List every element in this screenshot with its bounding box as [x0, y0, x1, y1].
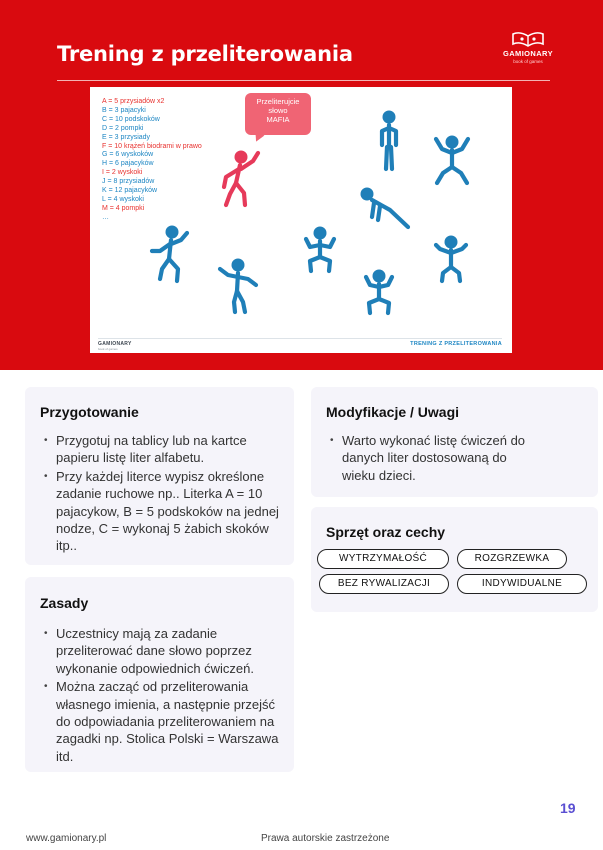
slide-brand: GAMIONARY [98, 341, 132, 347]
list-item: D = 2 pompki [102, 124, 144, 132]
footer-copyright: Prawa autorskie zastrzeżone [261, 833, 390, 844]
standing-figure [382, 111, 396, 170]
preparation-heading: Przygotowanie [40, 404, 139, 420]
page-title: Trening z przeliterowania [57, 42, 353, 66]
list-item: M = 4 pompki [102, 204, 145, 212]
list-item: • Można zacząć od przeliterowania własnego imienia, a następnie przejść do odpowiadania przeliterowaniem na zagadki np. Stolica Polski = Warszawa itd. [40, 678, 285, 765]
list-item: G = 6 wyskoków [102, 151, 154, 159]
preparation-card [25, 387, 294, 565]
rules-card [25, 577, 294, 772]
feature-tag: ROZGRZEWKA [457, 549, 567, 569]
list-item: C = 10 podskoków [102, 115, 160, 123]
equipment-heading: Sprzęt oraz cechy [326, 524, 446, 540]
list-item: K = 12 pajacyków [102, 187, 158, 195]
slide-brand-tagline: book of games [98, 347, 118, 351]
slide-footer [98, 338, 502, 350]
list-item: H = 6 pajacyków [102, 160, 154, 168]
logo-name: GAMIONARY [503, 49, 553, 58]
squat-figure [306, 227, 334, 272]
pointing-figure [224, 151, 258, 206]
exercising-figures-illustration [90, 87, 512, 337]
slide-footer-title: TRENING Z PRZELITEROWANIA [410, 341, 502, 347]
modifications-list [326, 432, 541, 485]
list-item: E = 3 przysiady [102, 133, 151, 141]
list-item: L = 4 wyskoki [102, 195, 144, 203]
jumping-figure [436, 236, 466, 282]
header-banner [0, 0, 603, 370]
exercise-slide [90, 87, 512, 353]
push-up-figure [361, 188, 409, 228]
list-item: • Przy każdej literce wypisz określone zadanie ruchowe np.. Literka A = 10 pajacykow, B = 5 podskoków na jednej nodze, C = wykonaj 5 żabich skoków itp.. [40, 468, 285, 555]
book-icon [510, 30, 546, 48]
list-item: • Uczestnicy mają za zadanie przeliterować dane słowo poprzez wykonanie odpowiednich ćwiczeń. [40, 625, 285, 677]
equipment-card [311, 507, 598, 612]
brand-logo [498, 30, 558, 70]
bubble-line: słowo [268, 106, 288, 115]
title-divider [57, 80, 550, 81]
rules-list [40, 625, 285, 766]
list-item: A = 5 przysiadów x2 [102, 98, 165, 105]
rules-heading: Zasady [40, 595, 89, 611]
lunge-figure [220, 259, 256, 313]
modifications-heading: Modyfikacje / Uwagi [326, 404, 460, 420]
list-item: F = 10 krążeń biodrami w prawo [102, 142, 202, 150]
logo-tagline: book of games [513, 59, 543, 64]
list-item: B = 3 pajacyki [102, 106, 146, 114]
feature-tag: WYTRZYMAŁOŚĆ [317, 549, 449, 569]
page-number: 19 [560, 800, 576, 816]
preparation-list [40, 432, 285, 556]
bubble-line: Przeliterujcie [256, 97, 300, 106]
feature-tag: INDYWIDUALNE [457, 574, 587, 594]
frog-jump-figure [366, 270, 392, 314]
list-item: • Warto wykonać listę ćwiczeń do danych liter dostosowaną do wieku dzieci. [326, 432, 541, 484]
modifications-card [311, 387, 598, 497]
bubble-line: MAFIA [266, 115, 290, 124]
list-item: J = 8 przysiadów [102, 178, 155, 186]
list-item: • Przygotuj na tablicy lub na kartce papieru listę liter alfabetu. [40, 432, 285, 467]
jumping-figure [436, 136, 468, 184]
list-item: I = 2 wyskoki [102, 169, 143, 177]
running-figure [152, 226, 187, 282]
footer-website: www.gamionary.pl [26, 833, 107, 844]
feature-tag: BEZ RYWALIZACJI [319, 574, 449, 594]
list-item: … [102, 213, 109, 221]
